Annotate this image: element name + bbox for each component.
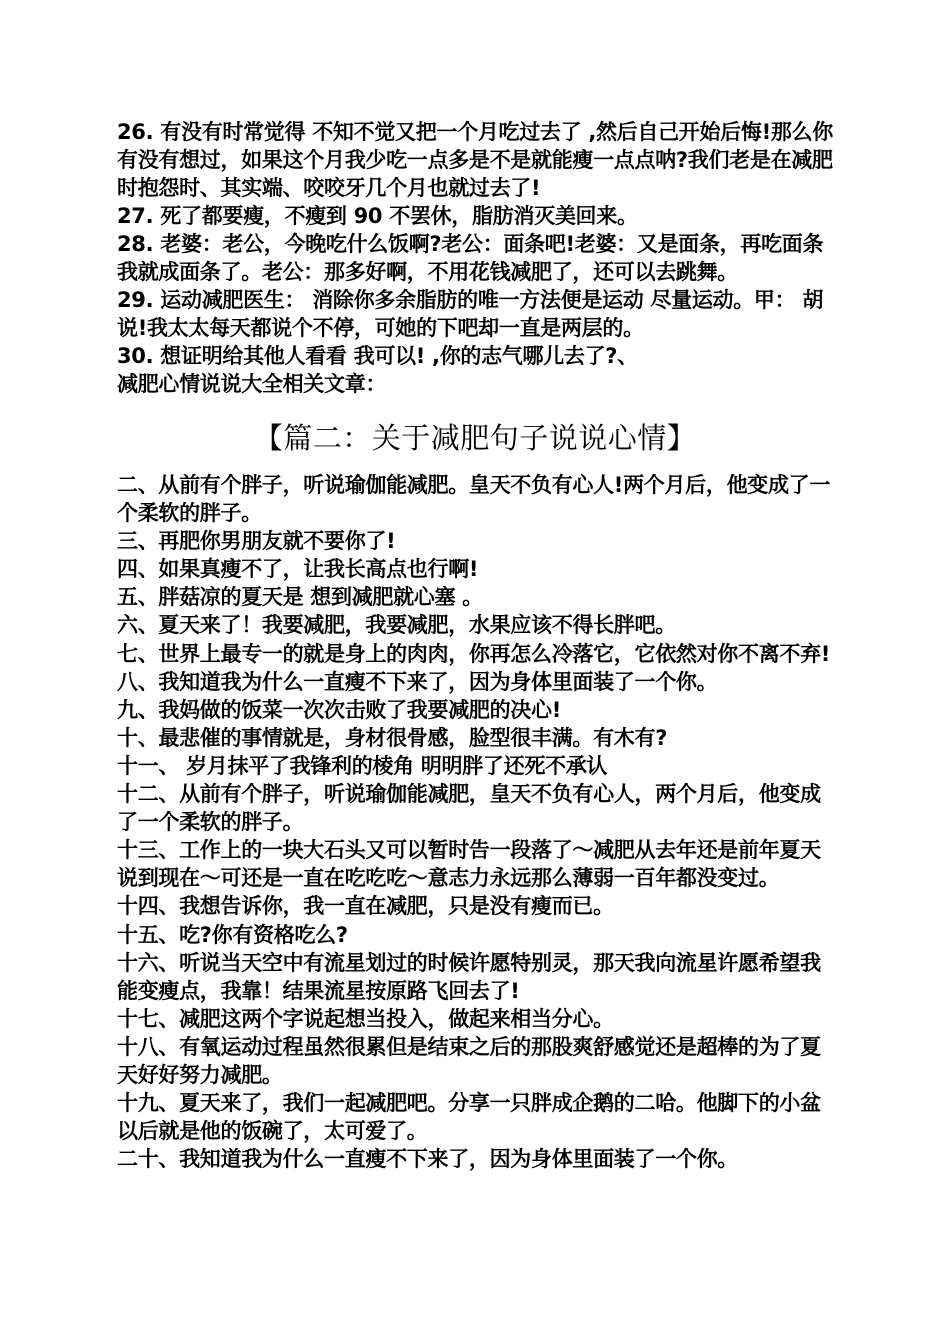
section-heading: 【篇二：关于减肥句子说说心情】 [253,421,697,455]
list-item: 五、胖菇凉的夏天是 想到减肥就心塞 。 [117,585,483,610]
paragraph-28: 28. 老婆：老公，今晚吃什么饭啊?老公：面条吧!老婆：又是面条，再吃面条我就成面条了。老公：那多好啊，不用花钱减肥了，还可以去跳舞。 [117,232,824,284]
list-item: 十四、我想告诉你，我一直在减肥，只是没有瘦而已。 [117,894,614,919]
top-text-block [117,118,837,398]
list-item: 十五、吃?你有资格吃么? [117,922,348,947]
bottom-text-block [117,471,837,1173]
list-item: 二十、我知道我为什么一直瘦不下来了，因为身体里面装了一个你。 [117,1147,738,1172]
list-item: 九、我妈做的饭菜一次次击败了我要减肥的决心! [117,697,561,722]
paragraph-30: 30. 想证明给其他人看看 我可以! ,你的志气哪儿去了?、 [117,344,638,368]
list-item: 十七、减肥这两个字说起想当投入，做起来相当分心。 [117,1006,614,1031]
list-item: 六、夏天来了！我要减肥，我要减肥，水果应该不得长胖吧。 [117,613,676,638]
list-item: 十九、夏天来了，我们一起减肥吧。分享一只胖成企鹅的二哈。他脚下的小盆以后就是他的饭碗了，太可爱了。 [117,1091,821,1144]
list-item: 十六、听说当天空中有流星划过的时候许愿特别灵，那天我向流星许愿希望我能变瘦点，我靠！结果流星按原路飞回去了! [117,950,821,1003]
list-item: 二、从前有个胖子，听说瑜伽能减肥。皇天不负有心人!两个月后，他变成了一个柔软的胖子。 [117,473,831,526]
list-item: 十、最悲催的事情就是，身材很骨感，脸型很丰满。有木有? [117,725,668,750]
list-item: 十二、从前有个胖子，听说瑜伽能减肥，皇天不负有心人，两个月后，他变成了一个柔软的胖子。 [117,782,821,835]
list-item: 八、我知道我为什么一直瘦不下来了，因为身体里面装了一个你。 [117,669,718,694]
list-item: 十八、有氧运动过程虽然很累但是结束之后的那股爽舒感觉还是超棒的为了夏天好好努力减肥。 [117,1034,821,1087]
paragraph-29: 29. 运动减肥医生： 消除你多余脂肪的唯一方法便是运动 尽量运动。甲： 胡说!我太太每天都说个不停，可她的下吧却一直是两层的。 [117,288,824,340]
list-item: 七、世界上最专一的就是身上的肉肉，你再怎么冷落它，它依然对你不离不弃! [117,641,831,666]
paragraph-26: 26. 有没有时常觉得 不知不觉又把一个月吃过去了 ,然后自己开始后悔!那么你有没有想过，如果这个月我少吃一点多是不是就能瘦一点点呐?我们老是在减肥时抱怨时、其实端、咬咬牙几个月也就过去了! [117,120,833,200]
paragraph-27: 27. 死了都要瘦，不瘦到 90 不罢休，脂肪消灭美回来。 [117,204,638,228]
related-articles-label: 减肥心情说说大全相关文章： [117,372,387,396]
list-item: 十三、工作上的一块大石头又可以暂时告一段落了～减肥从去年还是前年夏天说到现在～可还是一直在吃吃吃～意志力永远那么薄弱一百年都没变过。 [117,838,821,891]
list-item: 十一、 岁月抹平了我锋利的棱角 明明胖了还死不承认 [117,753,608,778]
list-item: 三、再肥你男朋友就不要你了! [117,529,396,554]
list-item: 四、如果真瘦不了，让我长高点也行啊! [117,557,479,582]
